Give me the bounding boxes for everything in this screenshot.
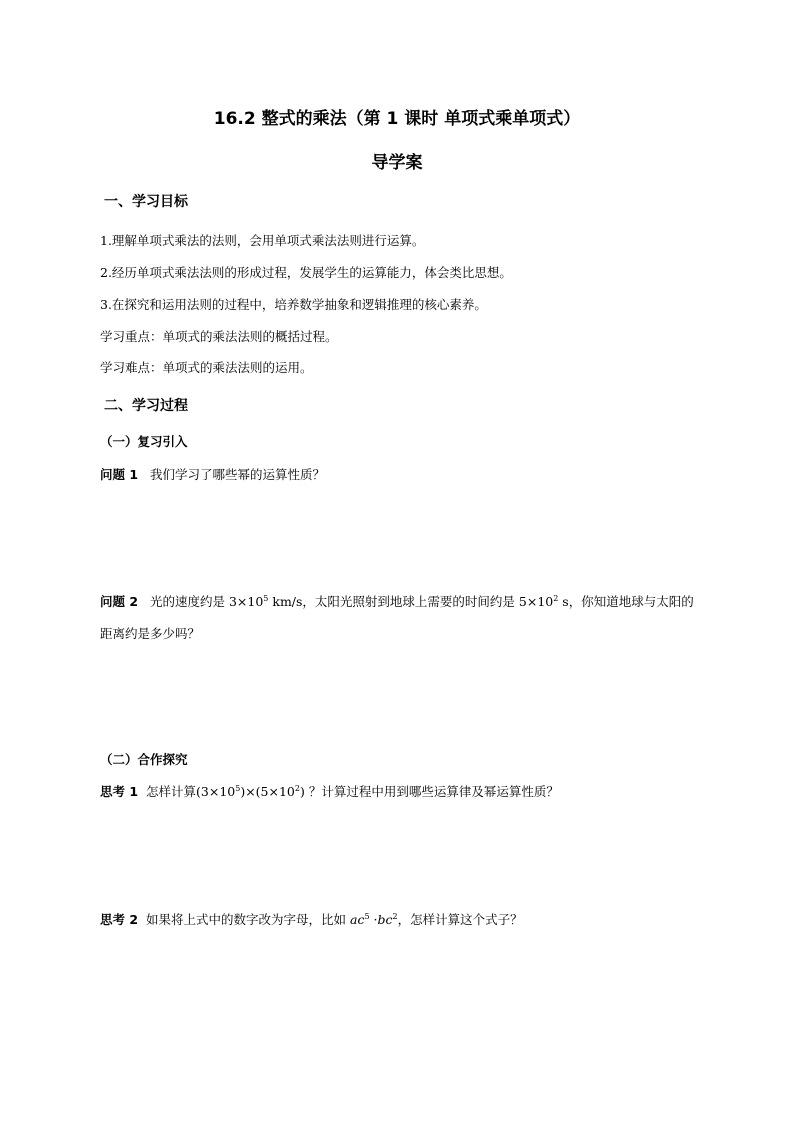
question-text: 光的速度约是 3×10 <box>149 594 264 609</box>
goal-item: 2.经历单项式乘法法则的形成过程，发展学生的运算能力，体会类比思想。 <box>100 265 512 280</box>
key-point: 学习重点：单项式的乘法法则的概括过程。 <box>100 329 338 344</box>
section-heading-goals: 一、学习目标 <box>104 194 188 210</box>
think-text: 怎样计算(3×10 <box>146 784 236 799</box>
exponent: 2 <box>392 912 398 921</box>
goal-item: 3.在探究和运用法则的过程中，培养数学抽象和逻辑推理的核心素养。 <box>100 297 487 312</box>
question-label: 问题 2 <box>100 594 139 609</box>
exponent: 2 <box>553 594 559 603</box>
goal-item: 1.理解单项式乘法的法则，会用单项式乘法法则进行运算。 <box>100 233 425 248</box>
exponent: 5 <box>364 912 370 921</box>
think-text: 如果将上式中的数字改为字母，比如 <box>146 912 350 927</box>
subsection-heading-review: （一）复习引入 <box>100 434 188 449</box>
think-text: ，怎样计算这个式子？ <box>397 912 523 927</box>
variable: bc <box>377 912 393 927</box>
think-1 <box>100 782 559 800</box>
question-text: 我们学习了哪些幂的运算性质？ <box>149 467 325 482</box>
exponent: 5 <box>263 594 269 603</box>
think-label: 思考 2 <box>100 912 139 927</box>
question-2-line-2: 距离约是多少吗？ <box>100 626 201 641</box>
multiply-dot: · <box>369 912 378 927</box>
think-2 <box>100 910 523 928</box>
section-heading-process: 二、学习过程 <box>104 398 188 414</box>
question-text: s，你知道地球与太阳的 <box>558 594 694 609</box>
question-1 <box>100 465 325 483</box>
question-2 <box>100 592 694 610</box>
exponent: 2 <box>294 784 300 793</box>
difficulty: 学习难点：单项式的乘法法则的运用。 <box>100 360 313 375</box>
question-label: 问题 1 <box>100 467 139 482</box>
think-text: ) ？计算过程中用到哪些运算律及幂运算性质？ <box>299 784 559 799</box>
think-label: 思考 1 <box>100 784 139 799</box>
page-subtitle: 导学案 <box>371 153 423 173</box>
variable: ac <box>350 912 365 927</box>
subsection-heading-explore: （二）合作探究 <box>100 752 188 767</box>
question-text: km/s，太阳光照射到地球上需要的时间约是 5×10 <box>268 594 554 609</box>
think-text: )×(5×10 <box>240 784 295 799</box>
page-title: 16.2 整式的乘法（第 1 课时 单项式乘单项式） <box>213 109 581 129</box>
exponent: 5 <box>235 784 241 793</box>
